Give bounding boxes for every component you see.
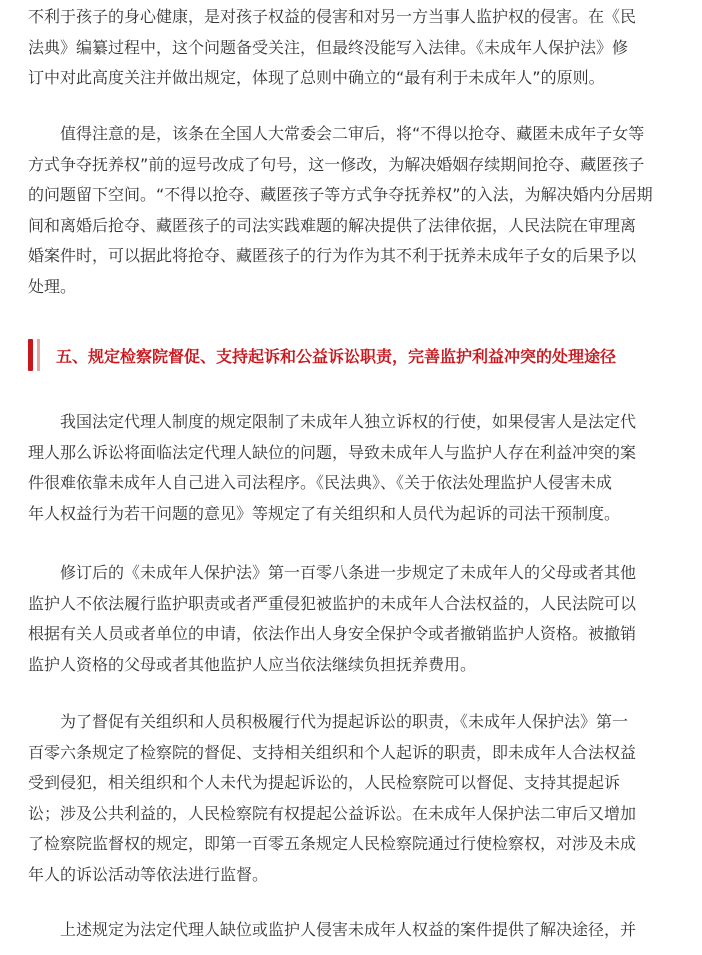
text-line: 订中对此高度关注并做出规定，体现了总则中确立的“最有利于未成年人”的原则。 — [28, 68, 605, 87]
text-line: 婚案件时，可以据此将抢夺、藏匿孩子的行为作为其不利于抚养未成年子女的后果予以 — [28, 246, 637, 265]
paragraph-2 — [28, 119, 674, 302]
text-line: 修订后的《未成年人保护法》第一百零八条进一步规定了未成年人的父母或者其他 — [60, 563, 637, 582]
text-line: 讼；涉及公共利益的，人民检察院有权提起公益诉讼。在未成年人保护法二审后又增加 — [28, 803, 637, 823]
paragraph-6 — [28, 915, 674, 946]
heading-accent-bar-light — [37, 339, 40, 371]
paragraph-1 — [28, 2, 674, 94]
text-line: 了检察院监督权的规定，即第一百零五条规定人民检察院通过行使检察权，对涉及未成 — [28, 834, 637, 853]
text-line: 为了督促有关组织和人员积极履行代为提起诉讼的职责，《未成年人保护法》第一 — [60, 712, 629, 731]
text-line: 处理。 — [28, 276, 77, 296]
paragraph-5 — [28, 707, 674, 890]
text-line: 的问题留下空间。“不得以抢夺、藏匿孩子等方式争夺抚养权”的入法，为解决婚内分居期 — [28, 185, 653, 204]
text-line: 理人那么诉讼将面临法定代理人缺位的问题，导致未成年人与监护人存在利益冲突的案 — [28, 442, 637, 462]
text-line: 年人权益行为若干问题的意见》等规定了有关组织和人员代为起诉的司法干预制度。 — [28, 503, 621, 523]
text-line: 监护人资格的父母或者其他监护人应当依法继续负担抚养费用。 — [28, 654, 477, 674]
text-line: 受到侵犯，相关组织和个人未代为提起诉讼的，人民检察院可以督促、支持其提起诉 — [28, 773, 621, 792]
paragraph-3 — [28, 407, 674, 529]
text-line: 件很难依靠未成年人自己进入司法程序。《民法典》、《关于依法处理监护人侵害未成 — [28, 473, 613, 492]
text-line: 上述规定为法定代理人缺位或监护人侵害未成年人权益的案件提供了解决途径，并 — [60, 920, 637, 939]
text-line: 百零六条规定了检察院的督促、支持相关组织和个人起诉的职责，即未成年人合法权益 — [28, 742, 637, 762]
text-line: 间和离婚后抢夺、藏匿孩子的司法实践难题的解决提供了法律依据，人民法院在审理离 — [28, 215, 637, 235]
heading-text: 五、规定检察院督促、支持起诉和公益诉讼职责，完善监护利益冲突的处理途径 — [56, 346, 617, 366]
paragraph-4 — [28, 558, 674, 680]
text-line: 方式争夺抚养权”前的逗号改成了句号，这一修改，为解决婚姻存续期间抢夺、藏匿孩子 — [28, 154, 645, 174]
text-line: 我国法定代理人制度的规定限制了未成年人独立诉权的行使，如果侵害人是法定代 — [60, 412, 637, 431]
text-line: 年人的诉讼活动等依法进行监督。 — [28, 864, 269, 884]
text-line: 不利于孩子的身心健康，是对孩子权益的侵害和对另一方当事人监护权的侵害。在《民 — [28, 7, 637, 26]
text-line: 根据有关人员或者单位的申请，依法作出人身安全保护令或者撤销监护人资格。被撤销 — [28, 624, 637, 643]
text-line: 法典》编纂过程中，这个问题备受关注，但最终没能写入法律。《未成年人保护法》修 — [28, 37, 629, 57]
text-line: 监护人不依法履行监护职责或者严重侵犯被监护的未成年人合法权益的，人民法院可以 — [28, 593, 637, 613]
text-line: 值得注意的是，该条在全国人大常委会二审后，将“不得以抢夺、藏匿未成年子女等 — [60, 124, 645, 143]
heading-accent-bar — [28, 339, 33, 371]
section-heading — [28, 339, 616, 371]
